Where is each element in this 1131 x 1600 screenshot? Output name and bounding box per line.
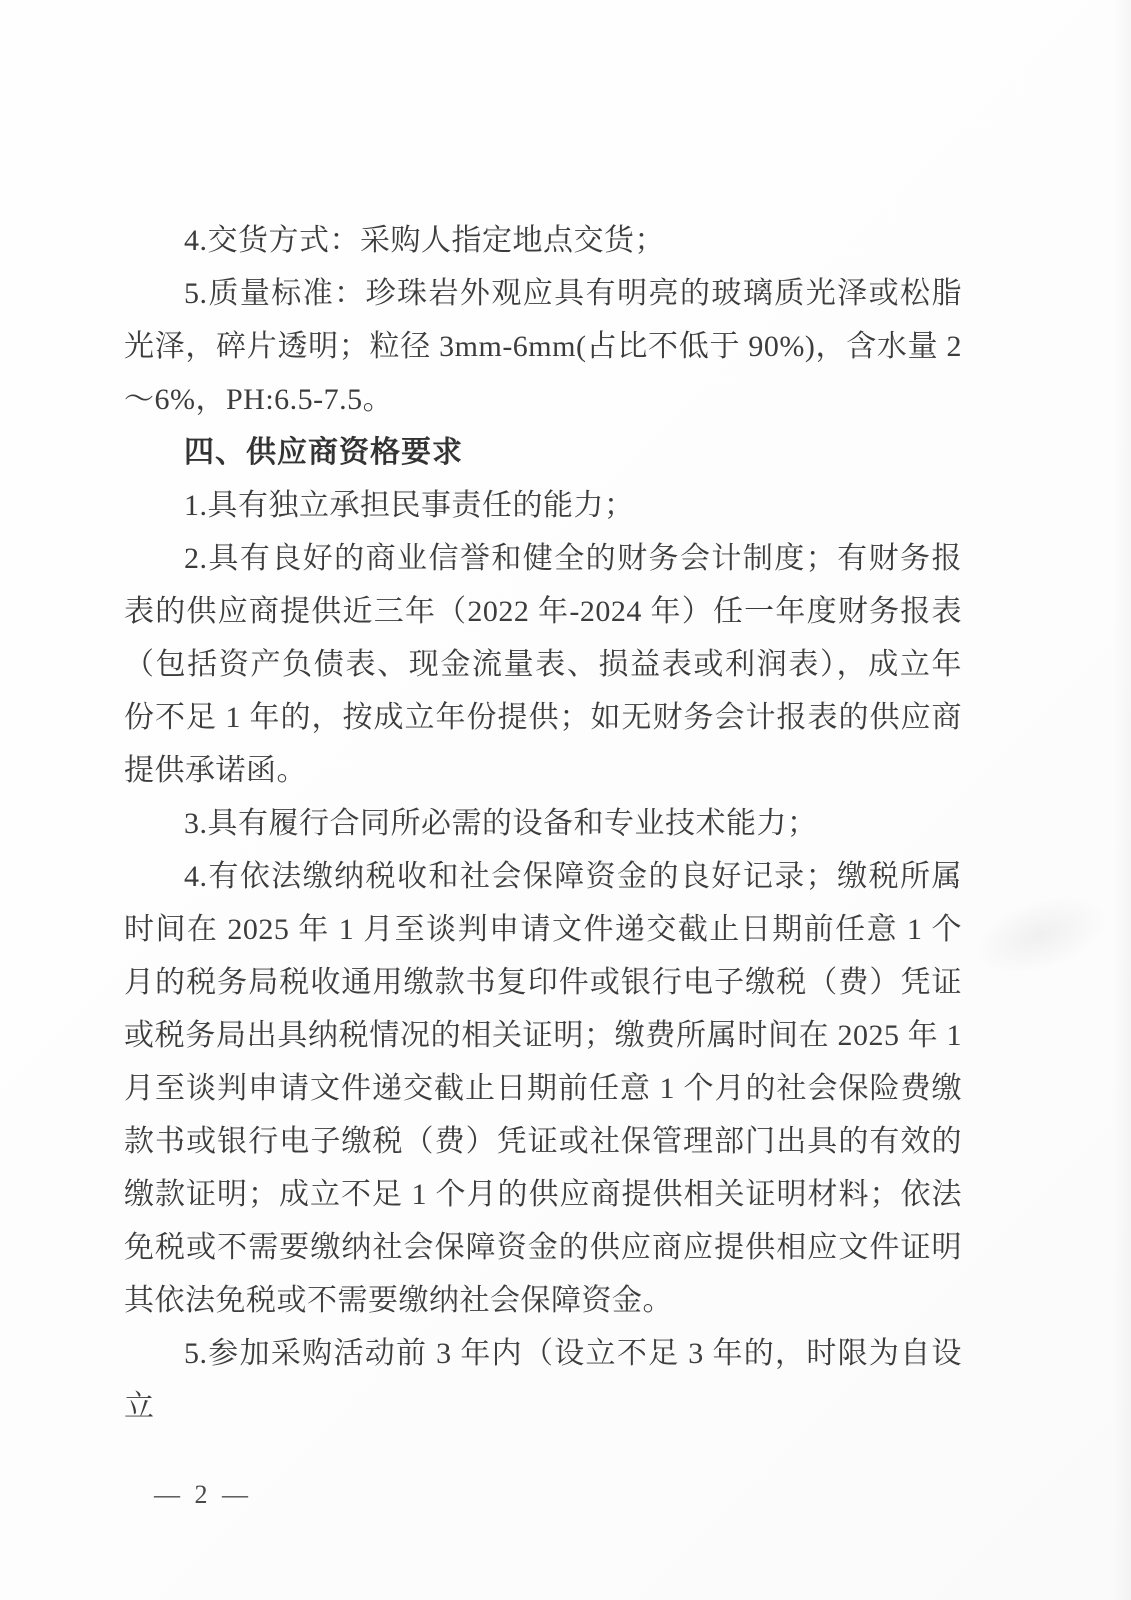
paragraph-qualification-2: 2.具有良好的商业信誉和健全的财务会计制度；有财务报表的供应商提供近三年（2022 年-2024 年）任一年度财务报表（包括资产负债表、现金流量表、损益表或利润表），成立年份不足 1 年的，按成立年份提供；如无财务会计报表的供应商提供承诺函。 <box>124 542 962 787</box>
section-heading-supplier-qualifications: 四、供应商资格要求 <box>184 436 463 469</box>
paragraph-qualification-4: 4.有依法缴纳税收和社会保障资金的良好记录；缴税所属时间在 2025 年 1 月至谈判申请文件递交截止日期前任意 1 个月的税务局税收通用缴款书复印件或银行电子缴税（费）凭证或税务局出具纳税情况的相关证明；缴费所属时间在 2025 年 1 月至谈判申请文件递交截止日期前任意 1 个月的社会保险费缴款书或银行电子缴税（费）凭证或社保管理部门出具的有效的缴款证明；成立不足 1 个月的供应商提供相关证明材料；依法免税或不需要缴纳社会保障资金的供应商应提供相应文件证明其依法免税或不需要缴纳社会保障资金。 <box>124 860 962 1317</box>
scan-edge-shadow <box>1113 0 1131 1600</box>
paragraph-qualification-5: 5.参加采购活动前 3 年内（设立不足 3 年的，时限为自设立 <box>124 1337 962 1423</box>
scan-smudge <box>963 880 1118 990</box>
document-body <box>124 214 962 1433</box>
paragraph-qualification-3: 3.具有履行合同所必需的设备和专业技术能力； <box>184 807 818 840</box>
paragraph-quality-standard: 5.质量标准：珍珠岩外观应具有明亮的玻璃质光泽或松脂光泽，碎片透明；粒径 3mm-6mm(占比不低于 90%)，含水量 2～6%，PH:6.5-7.5。 <box>124 277 962 416</box>
paragraph-qualification-1: 1.具有独立承担民事责任的能力； <box>184 489 635 522</box>
paragraph-delivery-method: 4.交货方式：采购人指定地点交货； <box>184 224 665 257</box>
page-number: — 2 — <box>154 1480 252 1509</box>
